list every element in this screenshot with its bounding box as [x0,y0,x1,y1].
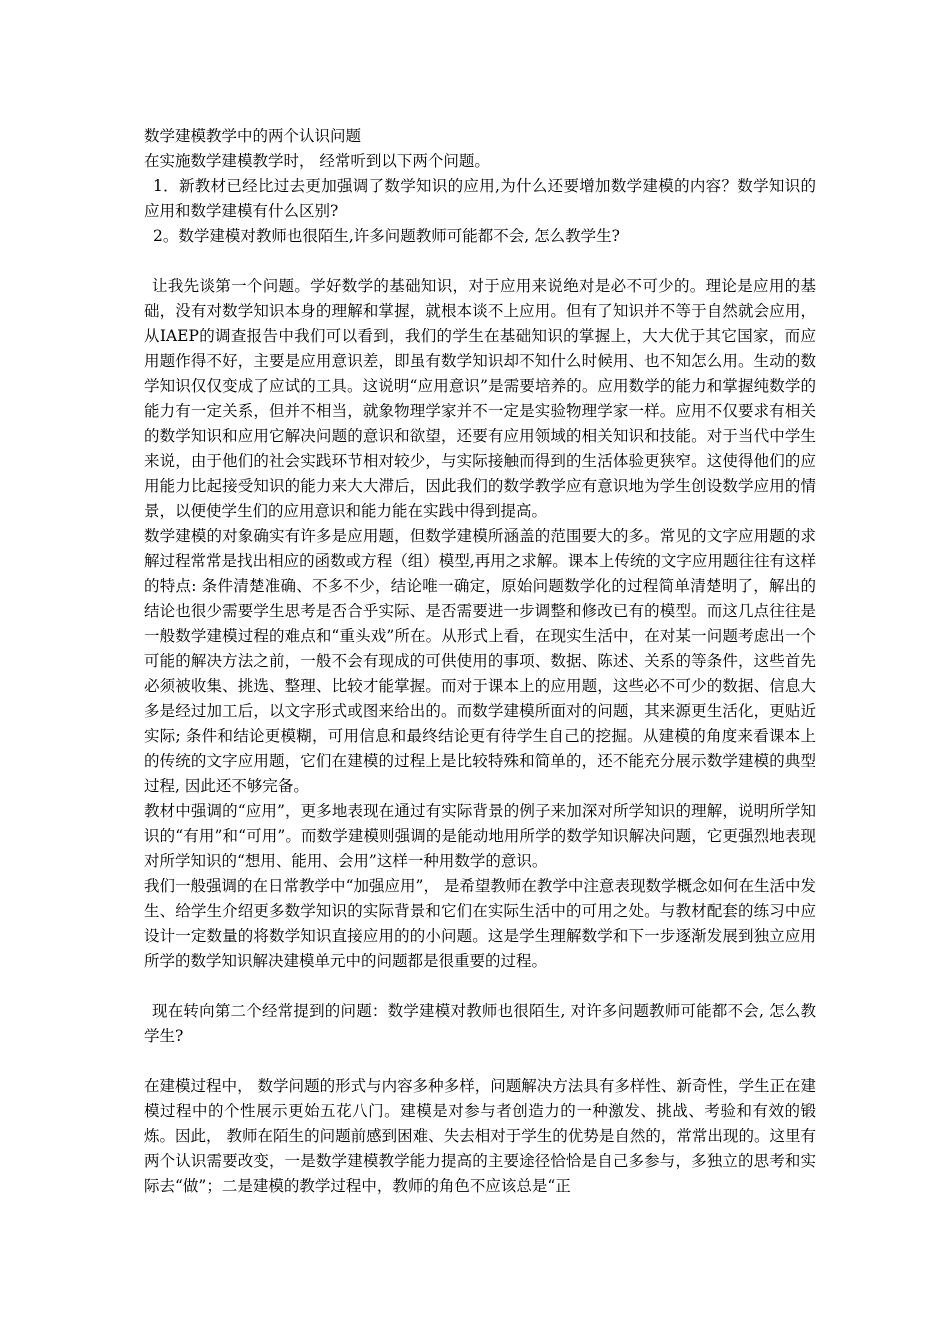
section1-paragraph-2: 数学建模的对象确实有许多是应用题，但数学建模所涵盖的范围要大的多。常见的文字应用题的求解过程常常是找出相应的函数或方程（组）模型,再用之求解。课本上传统的文字应用题往往有这样的特点: 条件清楚准确、不多不少，结论唯一确定，原始问题数学化的过程简单清楚明了，解出的结论也很少需要学生思考是否合乎实际、是否需要进一步调整和修改已有的模型。而这几点往往是一般数学建模过程的难点和“重头戏”所在。从形式上看，在现实生活中，在对某一问题考虑出一个可能的解决方法之前，一般不会有现成的可供使用的事项、数据、陈述、关系的等条件，这些首先必须被收集、挑选、整理、比较才能掌握。而对于课本上的应用题，这些必不可少的数据、信息大多是经过加工后，以文字形式或图来给出的。而数学建模所面对的问题，其来源更生活化，更贴近实际; 条件和结论更模糊，可用信息和最终结论更有待学生自己的挖掘。从建模的角度来看课本上的传统的文字应用题，它们在建模的过程上是比较特殊和简单的，还不能充分展示数学建模的典型过程, 因此还不够完备。 [144,527,816,795]
document-title: 数学建模教学中的两个认识问题 [144,127,362,145]
blank-line [144,1049,816,1074]
question-2: 2。数学建模对教师也很陌生,许多问题教师可能都不会, 怎么教学生? [153,227,620,245]
blank-line [144,249,816,274]
section2-intro: 现在转向第二个经常提到的问题：数学建模对教师也很陌生, 对许多问题教师可能都不会, 怎么教学生? [144,1002,816,1045]
question-1: 1．新教材已经比过去更加强调了数学知识的应用,为什么还要增加数学建模的内容？数学知识的应用和数学建模有什么区别? [144,177,816,220]
intro-paragraph: 在实施数学建模教学时， 经常听到以下两个问题。 [144,152,490,170]
section2-paragraph-1: 在建模过程中， 数学问题的形式与内容多种多样，问题解决方法具有多样性、新奇性，学生正在建模过程中的个性展示更始五花八门。建模是对参与者创造力的一种激发、挑战、考验和有效的锻炼。因此， 教师在陌生的问题前感到困难、失去相对于学生的优势是自然的，常常出现的。这里有两个认识需要改变，一是数学建模教学能力提高的主要途径恰恰是自己多参与，多独立的思考和实际去“做”；二是建模的教学过程中，教师的角色不应该总是“正 [144,1077,816,1195]
document-page [144,124,816,1199]
section1-paragraph-3: 教材中强调的“应用”，更多地表现在通过有实际背景的例子来加深对所学知识的理解，说明所学知识的“有用”和“可用”。而数学建模则强调的是能动地用所学的数学知识解决问题，它更强烈地表现对所学知识的“想用、能用、会用”这样一种用数学的意识。 [144,802,816,870]
section1-paragraph-4: 我们一般强调的在日常教学中“加强应用”， 是希望教师在教学中注意表现数学概念如何在生活中发生、给学生介绍更多数学知识的实际背景和它们在实际生活中的可用之处。与教材配套的练习中应设计一定数量的将数学知识直接应用的的小问题。这是学生理解数学和下一步逐渐发展到独立应用所学的数学知识解决建模单元中的问题都是很重要的过程。 [144,877,816,970]
blank-line [144,974,816,999]
section1-paragraph-1: 让我先谈第一个问题。学好数学的基础知识，对于应用来说绝对是必不可少的。理论是应用的基础，没有对数学知识本身的理解和掌握，就根本谈不上应用。但有了知识并不等于自然就会应用，从IAEP的调查报告中我们可以看到，我们的学生在基础知识的掌握上，大大优于其它国家，而应用题作得不好，主要是应用意识差，即虽有数学知识却不知什么时候用、也不知怎么用。生动的数学知识仅仅变成了应试的工具。这说明“应用意识”是需要培养的。应用数学的能力和掌握纯数学的能力有一定关系，但并不相当，就象物理学家并不一定是实验物理学家一样。应用不仅要求有相关的数学知识和应用它解决问题的意识和欲望，还要有应用领域的相关知识和技能。对于当代中学生来说，由于他们的社会实践环节相对较少，与实际接触而得到的生活体验更狭窄。这使得他们的应用能力比起接受知识的能力来大大滞后，因此我们的数学教学应有意识地为学生创设数学应用的情景，以便使学生们的应用意识和能力能在实践中得到提高。 [144,277,816,520]
